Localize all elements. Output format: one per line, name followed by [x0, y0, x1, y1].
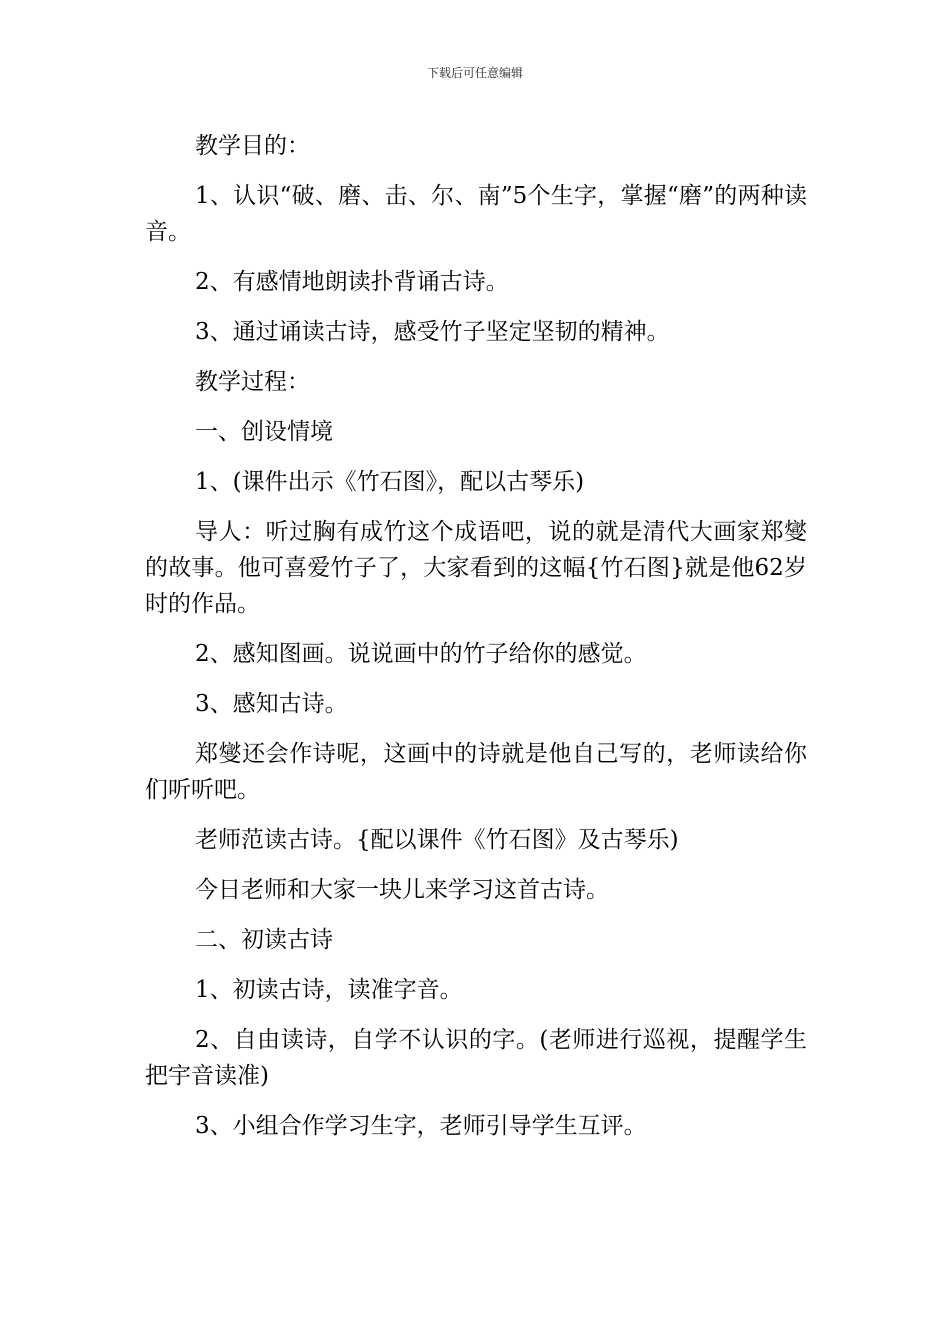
objective-item-2: 2、有感情地朗读扑背诵古诗。 [195, 269, 509, 295]
subheading-first-reading: 二、初读古诗 [195, 927, 333, 953]
header-note: 下载后可任意编辑 [426, 66, 523, 80]
process-step-1: 1、(课件出示《竹石图》，配以古琴乐) [195, 469, 585, 495]
section-heading-process: 教学过程： [195, 369, 310, 395]
section-heading-objectives: 教学目的： [195, 133, 310, 159]
objective-item-1: 1、认识“破、磨、击、尔、南”5个生字，掌握“磨”的两种读音。 [145, 183, 807, 245]
document-body [145, 128, 807, 1158]
reading-step-2: 2、自由读诗，自学不认识的字。(老师进行巡视，提醒学生把宇音读准) [145, 1027, 807, 1089]
objective-item-3: 3、通过诵读古诗，感受竹子坚定坚韧的精神。 [195, 319, 670, 345]
subheading-create-scene: 一、创设情境 [195, 419, 333, 445]
reading-step-1: 1、初读古诗，读准字音。 [195, 977, 463, 1003]
reading-step-3: 3、小组合作学习生字，老师引导学生互评。 [195, 1113, 647, 1139]
process-step-2: 2、感知图画。说说画中的竹子给你的感觉。 [195, 641, 647, 667]
poem-intro-paragraph: 郑燮还会作诗呢，这画中的诗就是他自己写的，老师读给你们听听吧。 [145, 741, 807, 803]
intro-paragraph: 导人：听过胸有成竹这个成语吧，说的就是清代大画家郑燮的故事。他可喜爱竹子了，大家看到的这幅{竹石图}就是他62岁时的作品。 [145, 519, 807, 617]
process-step-3: 3、感知古诗。 [195, 691, 348, 717]
today-learning-paragraph: 今日老师和大家一块儿来学习这首古诗。 [195, 877, 609, 903]
teacher-reading-paragraph: 老师范读古诗。{配以课件《竹石图》及古琴乐) [195, 827, 679, 853]
